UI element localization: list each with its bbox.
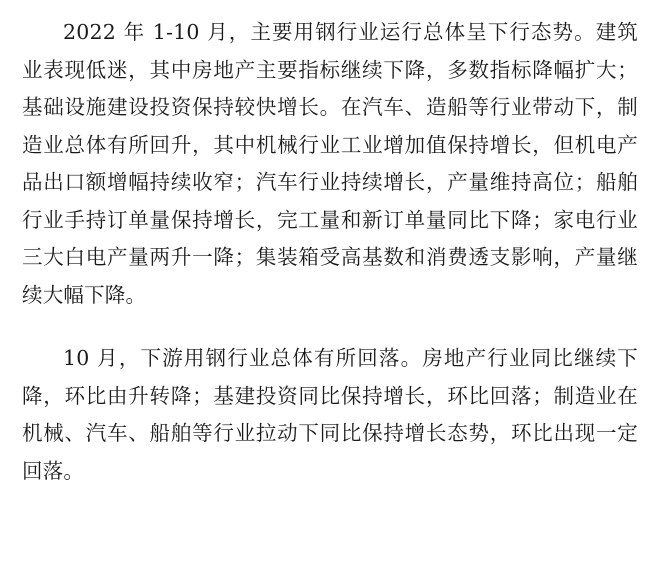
paragraph-1: 2022 年 1-10 月，主要用钢行业运行总体呈下行态势。建筑业表现低迷，其中房地产主要指标继续下降，多数指标降幅扩大；基础设施建设投资保持较快增长。在汽车、造船等行业带动下，制造业总体有所回升，其中机械行业工业增加值保持增长，但机电产品出口额增幅持续收窄；汽车行业持续增长，产量维持高位；船舶行业手持订单量保持增长，完工量和新订单量同比下降；家电行业三大白电产量两升一降；集装箱受高基数和消费透支影响，产量继续大幅下降。 bbox=[22, 20, 638, 307]
paragraph-2: 10 月，下游用钢行业总体有所回落。房地产行业同比继续下降，环比由升转降；基建投资同比保持增长，环比回落；制造业在机械、汽车、船舶等行业拉动下同比保持增长态势，环比出现一定回落。 bbox=[22, 346, 638, 483]
